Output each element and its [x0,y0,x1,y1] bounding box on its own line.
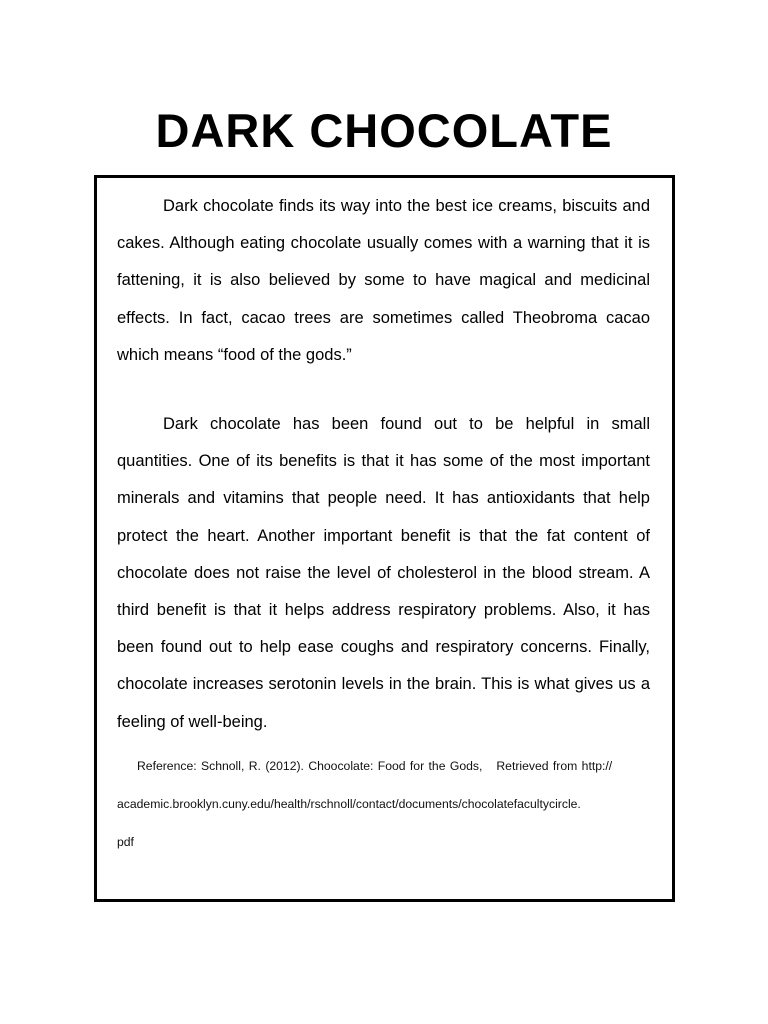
paragraph-benefits: Dark chocolate has been found out to be helpful in small quantities. One of its benefits is that it has some of the most important minerals and vitamins that people need. It has antioxidants that help protect the heart. Another important benefit is that the fat content of chocolate does not raise the level of cholesterol in the blood stream. A third benefit is that it helps address respiratory problems. Also, it has been found out to help ease coughs and respiratory concerns. Finally, chocolate increases serotonin levels in the brain. This is what gives us a feeling of well-being. [117,415,650,731]
reference-url: academic.brooklyn.cuny.edu/health/rschnoll/contact/documents/chocolatefacultycircle. [117,796,581,811]
paragraph-intro: Dark chocolate finds its way into the best ice creams, biscuits and cakes. Although eating chocolate usually comes with a warning that it is fattening, it is also believed by some to have magical and medicinal effects. In fact, cacao trees are sometimes called Theobroma cacao which means “food of the gods.” [117,197,650,364]
content-box [94,175,675,902]
reference-citation [117,747,650,861]
reference-text: Reference: Schnoll, R. (2012). Choocolate: Food for the Gods, [137,758,483,773]
document-title: DARK CHOCOLATE [155,104,613,157]
reference-retrieved: Retrieved from http:// [496,758,613,773]
reference-url-end: pdf [117,834,134,849]
